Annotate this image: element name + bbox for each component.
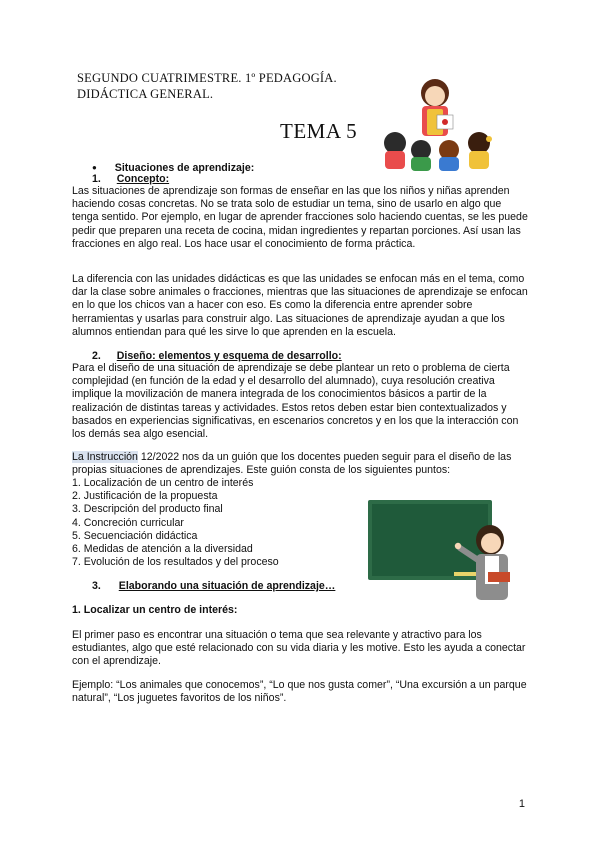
list-item: 4. Concreción curricular [72,516,184,529]
subsection-1-title: 1. Localizar un centro de interés: [72,604,238,616]
bullet-label: Situaciones de aprendizaje: [114,162,255,174]
section-1-title: Concepto: [116,173,170,185]
section-3-title: Elaborando una situación de aprendizaje… [118,580,336,592]
teacher-children-illustration [375,75,505,171]
section-3-heading [92,580,335,593]
bullet-symbol: ● [92,163,97,172]
list-item: 3. Descripción del producto final [72,503,223,516]
section-1-number: 1. [92,173,101,185]
section-3-number: 3. [92,580,101,592]
section-1-paragraph-1: Las situaciones de aprendizaje son formas de enseñar en las que los niños y niñas aprenden haciendo cosas concretas. No se trata solo de estudiar un tema, sino de usarlo en algo que tenga sentido. Por ejemplo, en lugar de aprender fracciones solo haciendo cuentas, se les puede pedir que preparen una receta de cocina, midan ingredientes y repartan porciones. Así usan las fracciones en algo real. Los hace usar el conocimiento de forma práctica. [72,185,528,250]
section-2-paragraph-2-text: 12/2022 nos da un guión que los docentes pueden seguir para el diseño de las propias situaciones de aprendizajes. Este guión consta de los siguientes puntos: [72,451,512,477]
header-line-2: DIDÁCTICA GENERAL. [77,87,214,101]
section-1-paragraph-2: La diferencia con las unidades didácticas es que las unidades se enfocan más en el tema, como dar la clase sobre animales o fracciones, mientras que las situaciones de aprendizaje se enfocan en lo que los chicos van a hacer con eso. Es como la diferencia entre aprender sobre herramientas y usarlas para construir algo. Las situaciones de aprendizaje ayudan a que los alumnos entiendan para qué les sirve lo que aprenden en la escuela. [72,273,528,338]
subsection-1-example: Ejemplo: “Los animales que conocemos”, “Lo que nos gusta comer”, “Una excursión a un parque natural”, “Los juguetes favoritos de los niños”. [72,679,527,705]
section-2-paragraph-1: Para el diseño de una situación de aprendizaje se debe plantear un reto o problema de cierta complejidad (en función de la edad y el desarrollo del alumnado), cuya resolución creativa implique la movilización de manera integrada de los conocimientos básicos a partir de la realización de distintas tareas y actividades. Estos retos deben estar bien contextualizados y basados en experiencias significativas, en escenarios concretos y en los que la interacción con los demás sea algo esencial. [72,362,519,441]
chalkboard-teacher-illustration [368,498,524,606]
list-item: 5. Secuenciación didáctica [72,529,198,542]
document-header [77,70,337,102]
header-line-1: SEGUNDO CUATRIMESTRE. 1º PEDAGOGÍA. [77,71,337,85]
page-number: 1 [518,798,525,810]
list-item: 6. Medidas de atención a la diversidad [72,543,253,556]
list-item: 2. Justificación de la propuesta [72,490,218,503]
section-2-paragraph-2 [72,451,530,477]
instruccion-highlight: La Instrucción [72,451,138,463]
list-item: 7. Evolución de los resultados y del proceso [72,556,279,569]
guion-list [72,477,372,569]
section-2-title: Diseño: elementos y esquema de desarrollo: [116,350,342,362]
subsection-1-paragraph-1: El primer paso es encontrar una situación o tema que sea relevante y atractivo para los estudiantes, algo que esté relacionado con su vida diaria y les motive. Esto les ayuda a conectar con el aprendizaje. [72,629,526,668]
page-title: TEMA 5 [280,119,358,143]
list-item: 1. Localización de un centro de interés [72,477,254,489]
section-2-number: 2. [92,350,101,362]
